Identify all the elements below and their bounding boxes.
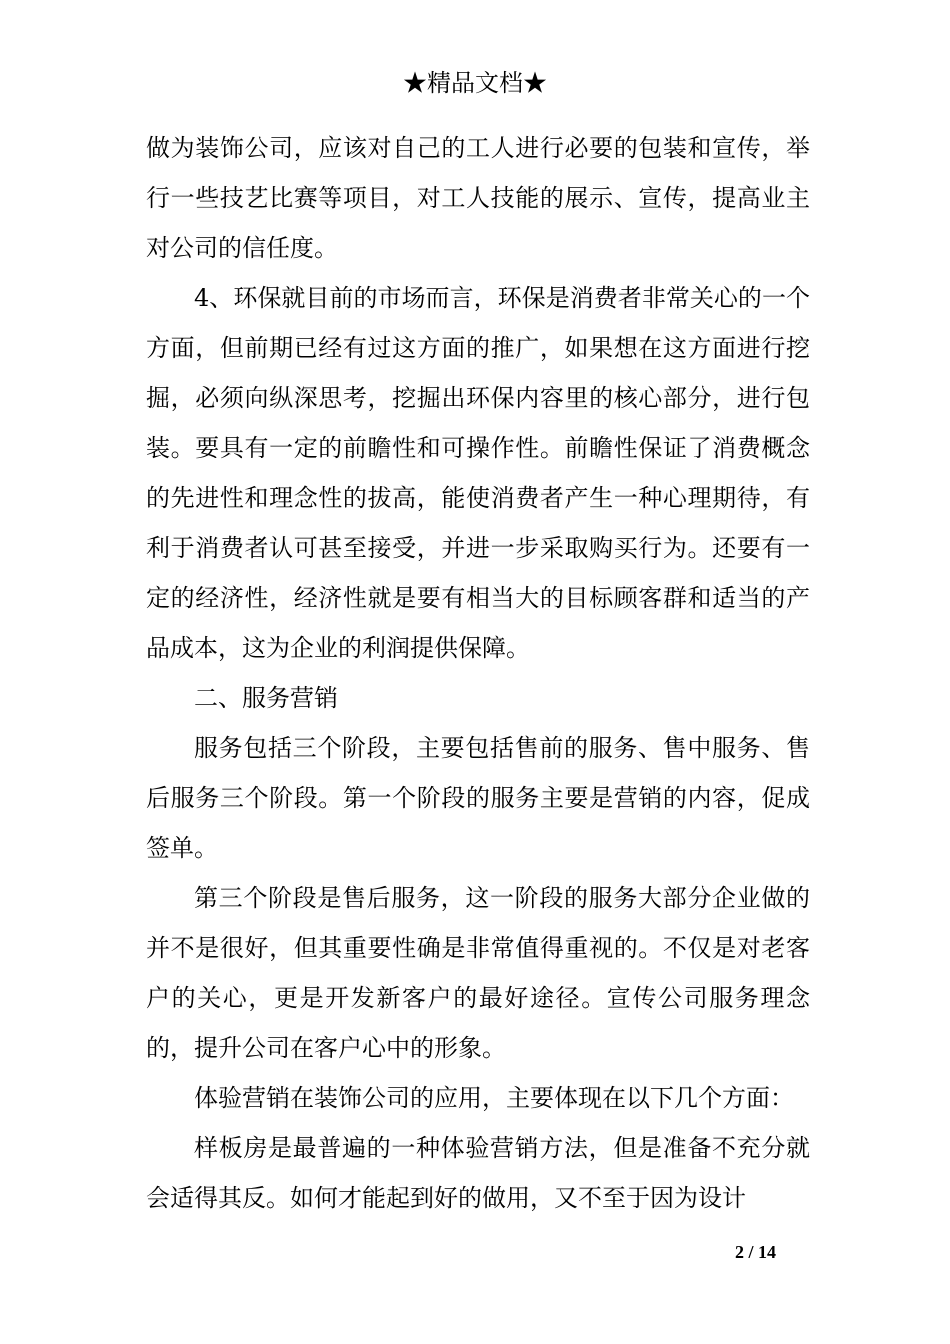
section-heading-service-marketing: 二、服务营销 xyxy=(194,684,338,712)
page-header-title: ★精品文档★ xyxy=(403,69,547,97)
paragraph-3: 服务包括三个阶段，主要包括售前的服务、售中服务、售后服务三个阶段。第一个阶段的服务主要是营销的内容，促成签单。 xyxy=(146,734,810,862)
paragraph-4: 第三个阶段是售后服务，这一阶段的服务大部分企业做的并不是很好，但其重要性确是非常值得重视的。不仅是对老客户的关心，更是开发新客户的最好途径。宣传公司服务理念的，提升公司在客户心中的形象。 xyxy=(146,884,810,1062)
paragraph-1: 做为装饰公司，应该对自己的工人进行必要的包装和宣传，举行一些技艺比赛等项目，对工人技能的展示、宣传，提高业主对公司的信任度。 xyxy=(146,134,810,262)
document-body xyxy=(146,123,810,1223)
paragraph-2: 4、环保就目前的市场而言，环保是消费者非常关心的一个方面，但前期已经有过这方面的推广，如果想在这方面进行挖掘，必须向纵深思考，挖掘出环保内容里的核心部分，进行包装。要具有一定的前瞻性和可操作性。前瞻性保证了消费概念的先进性和理念性的拔高，能使消费者产生一种心理期待，有利于消费者认可甚至接受，并进一步采取购买行为。还要有一定的经济性，经济性就是要有相当大的目标顾客群和适当的产品成本，这为企业的利润提供保障。 xyxy=(146,284,810,662)
paragraph-6: 样板房是最普遍的一种体验营销方法，但是准备不充分就会适得其反。如何才能起到好的做用，又不至于因为设计 xyxy=(146,1134,810,1212)
paragraph-5: 体验营销在装饰公司的应用，主要体现在以下几个方面： xyxy=(194,1084,794,1112)
page-number: 2 / 14 xyxy=(735,1242,777,1262)
